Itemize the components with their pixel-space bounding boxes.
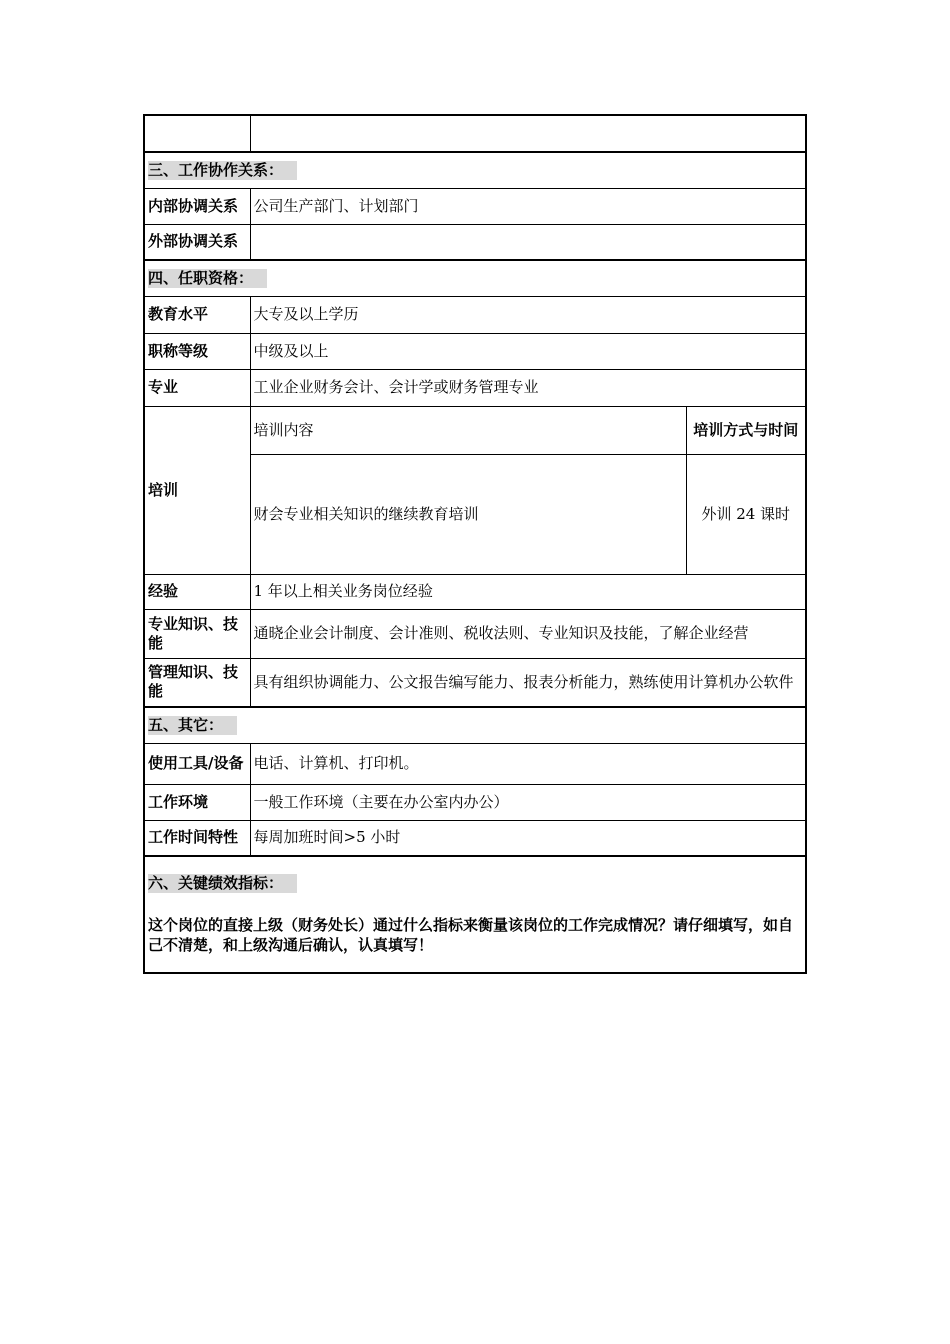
section-6-title: 六、关键绩效指标： — [148, 874, 297, 893]
work-hours-value: 每周加班时间>5 小时 — [250, 820, 806, 856]
empty-value-cell — [250, 115, 806, 152]
major-label: 专业 — [144, 369, 250, 406]
experience-label: 经验 — [144, 574, 250, 609]
job-description-sheet — [143, 114, 807, 974]
section-5-header — [144, 707, 806, 743]
environment-row — [144, 784, 806, 820]
section-4-header — [144, 260, 806, 296]
professional-skills-label: 专业知识、技能 — [144, 609, 250, 658]
external-coordination-value — [250, 224, 806, 260]
section-5-title: 五、其它： — [148, 716, 237, 735]
internal-coordination-value: 公司生产部门、计划部门 — [250, 188, 806, 224]
external-coordination-label: 外部协调关系 — [144, 224, 250, 260]
title-level-row — [144, 333, 806, 369]
training-method-header: 培训方式与时间 — [686, 406, 806, 454]
training-content-value: 财会专业相关知识的继续教育培训 — [250, 454, 686, 574]
title-level-label: 职称等级 — [144, 333, 250, 369]
environment-label: 工作环境 — [144, 784, 250, 820]
training-header-row — [144, 406, 806, 454]
management-skills-value: 具有组织协调能力、公文报告编写能力、报表分析能力，熟练使用计算机办公软件 — [250, 658, 806, 707]
education-row — [144, 296, 806, 333]
training-content-header: 培训内容 — [250, 406, 686, 454]
major-row — [144, 369, 806, 406]
experience-row — [144, 574, 806, 609]
education-label: 教育水平 — [144, 296, 250, 333]
empty-top-row — [144, 115, 806, 152]
experience-value: 1 年以上相关业务岗位经验 — [250, 574, 806, 609]
environment-value: 一般工作环境（主要在办公室内办公） — [250, 784, 806, 820]
job-description-table — [143, 114, 807, 974]
work-hours-row — [144, 820, 806, 856]
professional-skills-row — [144, 609, 806, 658]
section-6-block — [144, 856, 806, 973]
education-value: 大专及以上学历 — [250, 296, 806, 333]
internal-coordination-label: 内部协调关系 — [144, 188, 250, 224]
section-3-header — [144, 152, 806, 188]
management-skills-row — [144, 658, 806, 707]
tools-row — [144, 743, 806, 784]
section-3-title: 三、工作协作关系： — [148, 161, 297, 180]
tools-label: 使用工具/设备 — [144, 743, 250, 784]
professional-skills-value: 通晓企业会计制度、会计准则、税收法则、专业知识及技能，了解企业经营 — [250, 609, 806, 658]
training-method-value: 外训 24 课时 — [686, 454, 806, 574]
tools-value: 电话、计算机、打印机。 — [250, 743, 806, 784]
title-level-value: 中级及以上 — [250, 333, 806, 369]
training-label: 培训 — [144, 406, 250, 574]
section-4-title: 四、任职资格： — [148, 269, 267, 288]
work-hours-label: 工作时间特性 — [144, 820, 250, 856]
major-value: 工业企业财务会计、会计学或财务管理专业 — [250, 369, 806, 406]
external-coordination-row — [144, 224, 806, 260]
empty-label-cell — [144, 115, 250, 152]
management-skills-label: 管理知识、技能 — [144, 658, 250, 707]
internal-coordination-row — [144, 188, 806, 224]
kpi-instruction: 这个岗位的直接上级（财务处长）通过什么指标来衡量该岗位的工作完成情况？请仔细填写，如自己不清楚，和上级沟通后确认，认真填写！ — [148, 916, 794, 954]
